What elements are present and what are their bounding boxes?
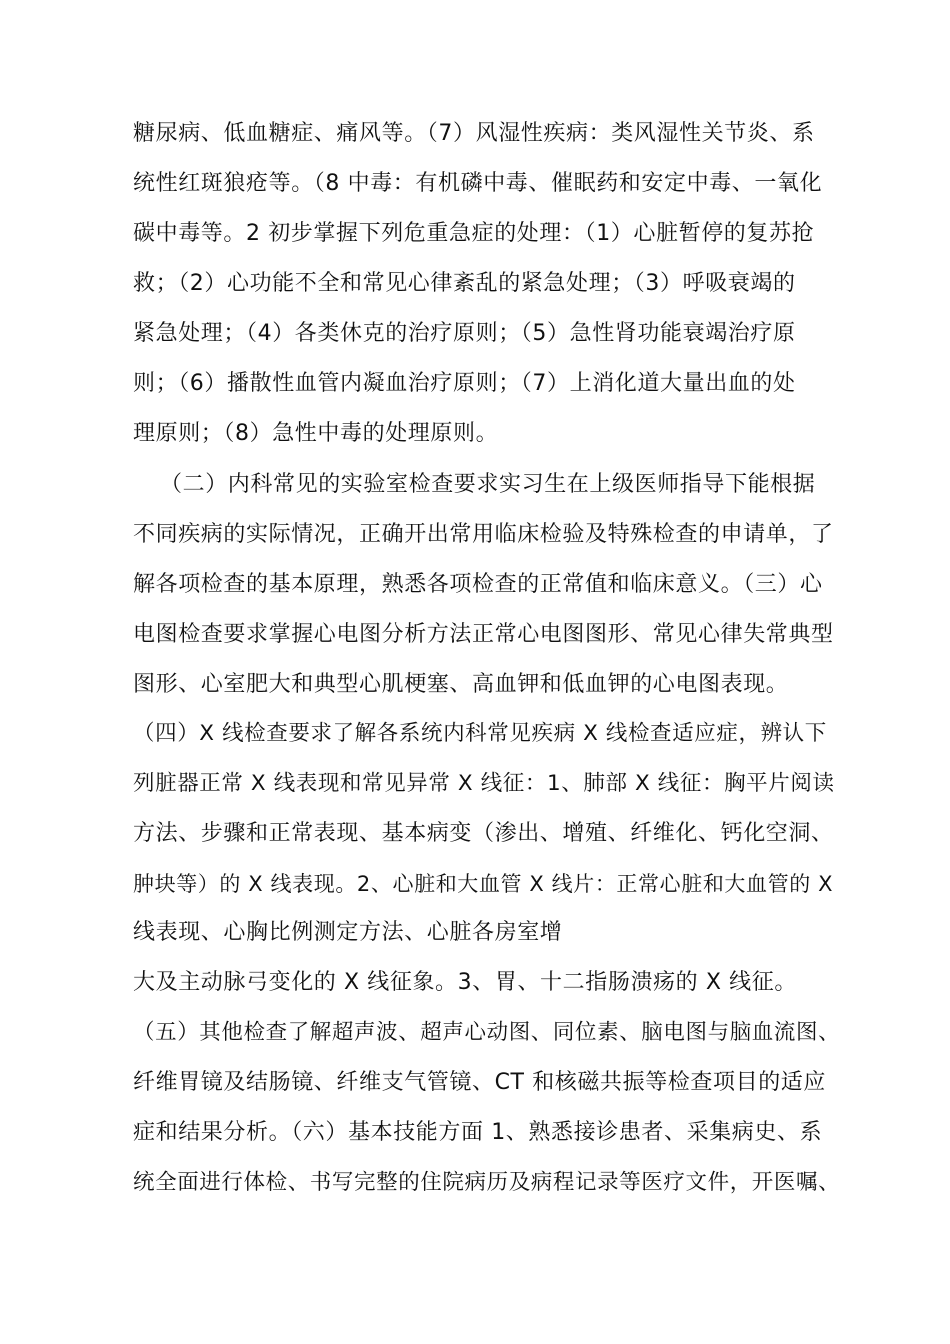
text-line: 图形、心室肥大和典型心肌梗塞、高血钾和低血钾的心电图表现。 (133, 672, 789, 697)
text-line: 碳中毒等。2 初步掌握下列危重急症的处理：（1）心脏暂停的复苏抢 (133, 221, 815, 246)
text-line: 肿块等）的 X 线表现。2、心脏和大血管 X 线片：正常心脏和大血管的 X (133, 872, 834, 896)
text-line: 列脏器正常 X 线表现和常见异常 X 线征：1、肺部 X 线征：胸平片阅读 (133, 771, 835, 796)
text-line: 电图检查要求掌握心电图分析方法正常心电图图形、常见心律失常典型 (133, 622, 834, 647)
text-line: 解各项检查的基本原理，熟悉各项检查的正常值和临床意义。（三）心 (133, 572, 823, 597)
text-line: 大及主动脉弓变化的 X 线征象。3、胃、十二指肠溃疡的 X 线征。 (133, 970, 797, 995)
text-line: （五）其他检查了解超声波、超声心动图、同位素、脑电图与脑血流图、 (133, 1020, 841, 1045)
text-line: 方法、步骤和正常表现、基本病变（渗出、增殖、纤维化、钙化空洞、 (133, 821, 834, 846)
text-line: 症和结果分析。（六）基本技能方面 1、熟悉接诊患者、采集病史、系 (133, 1120, 823, 1145)
paragraph-start-line: （二）内科常见的实验室检查要求实习生在上级医师指导下能根据 (160, 472, 816, 497)
text-line: 纤维胃镜及结肠镜、纤维支气管镜、CT 和核磁共振等检查项目的适应 (133, 1070, 826, 1095)
text-line: 统全面进行体检、书写完整的住院病历及病程记录等医疗文件，开医嘱、 (133, 1170, 841, 1195)
text-line: 糖尿病、低血糖症、痛风等。（7）风湿性疾病：类风湿性关节炎、系 (133, 121, 815, 146)
text-line: 理原则；（8）急性中毒的处理原则。 (133, 421, 499, 446)
text-line: （四）X 线检查要求了解各系统内科常见疾病 X 线检查适应症，辨认下 (133, 721, 827, 746)
text-line: 救；（2）心功能不全和常见心律紊乱的紧急处理；（3）呼吸衰竭的 (133, 271, 796, 296)
text-line: 紧急处理；（4）各类休克的治疗原则；（5）急性肾功能衰竭治疗原 (133, 321, 796, 346)
text-line: 则；（6）播散性血管内凝血治疗原则；（7）上消化道大量出血的处 (133, 371, 796, 396)
text-line: 统性红斑狼疮等。（8 中毒：有机磷中毒、催眠药和安定中毒、一氧化 (133, 171, 823, 196)
text-line: 不同疾病的实际情况，正确开出常用临床检验及特殊检查的申请单，了 (133, 522, 834, 547)
text-line: 线表现、心胸比例测定方法、心脏各房室增 (133, 920, 563, 945)
